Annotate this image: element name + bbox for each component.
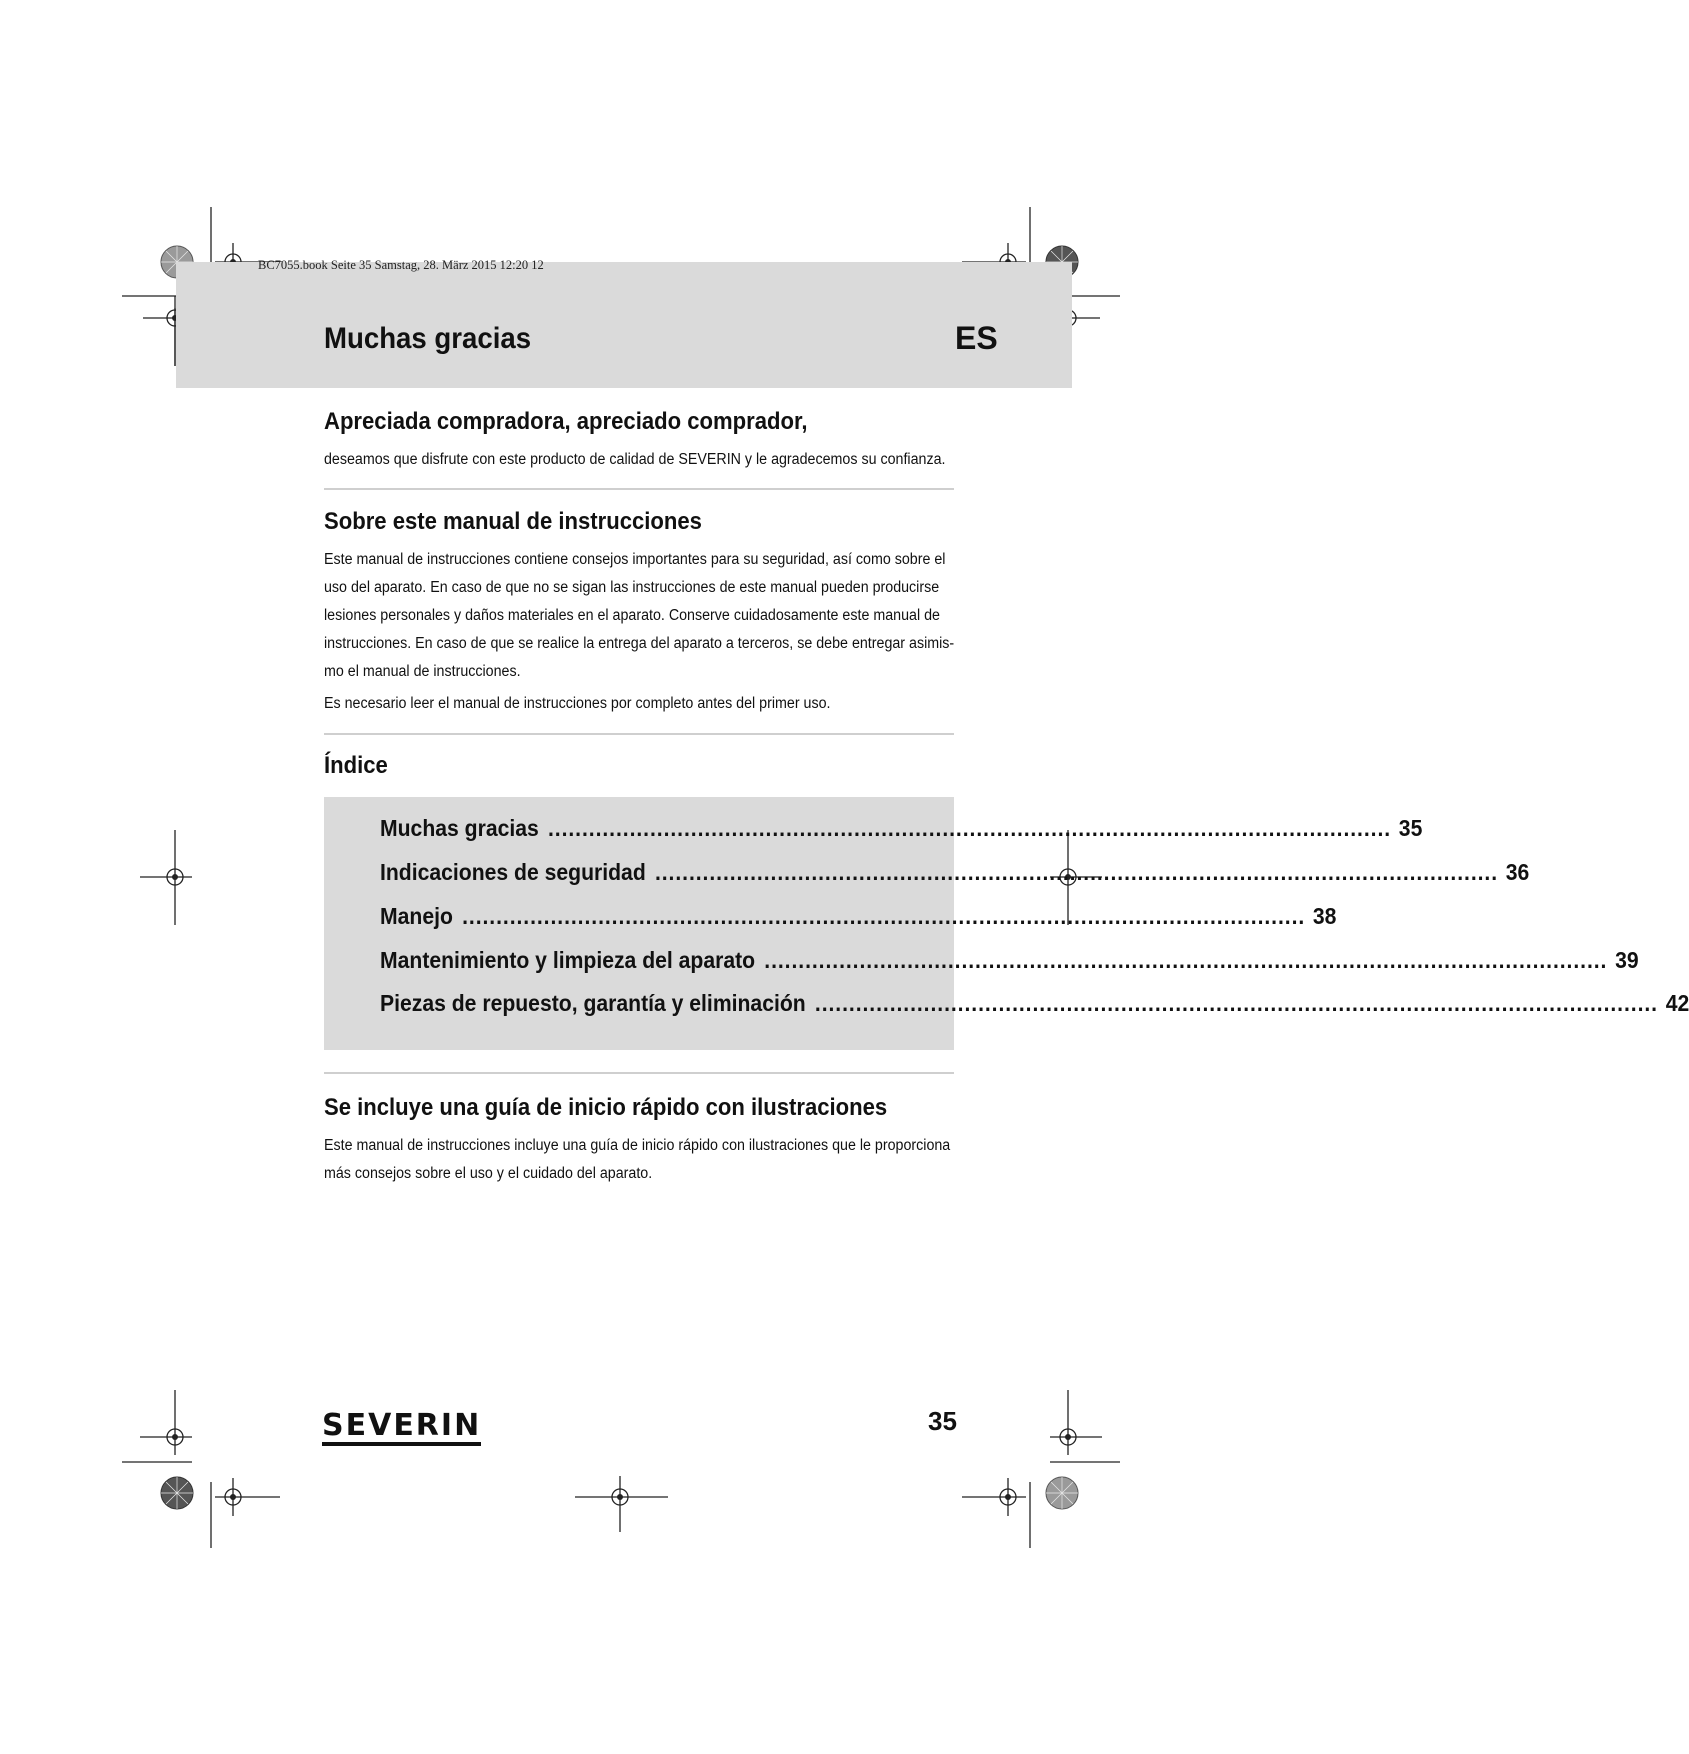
guide-text: Este manual de instrucciones incluye una guía de inicio rápido con ilustraciones que le proporciona más consejos sobre el uso y el cuidado del aparato. bbox=[324, 1137, 951, 1182]
manual-text-2: Es necesario leer el manual de instrucciones por completo antes del primer uso. bbox=[324, 695, 831, 712]
toc-leader: ............................................................................................................................ bbox=[547, 815, 1392, 841]
toc-item[interactable] bbox=[380, 903, 1337, 930]
toc-item[interactable] bbox=[380, 947, 1639, 974]
toc-item[interactable] bbox=[380, 990, 1689, 1017]
toc-leader: ............................................................................................................................ bbox=[814, 990, 1658, 1016]
divider bbox=[324, 488, 954, 490]
toc-page: 39 bbox=[1615, 947, 1639, 973]
manual-heading: Sobre este manual de instrucciones bbox=[324, 508, 702, 535]
severin-logo: SEVERIN bbox=[322, 1410, 481, 1446]
toc-leader: ............................................................................................................................ bbox=[462, 903, 1306, 929]
greeting-text: deseamos que disfrute con este producto de calidad de SEVERIN y le agradecemos su confianza. bbox=[324, 451, 946, 468]
toc-label: Manejo bbox=[380, 903, 453, 929]
toc-page: 42 bbox=[1665, 990, 1689, 1016]
divider bbox=[324, 1072, 954, 1074]
toc-leader: ............................................................................................................................ bbox=[764, 947, 1608, 973]
index-heading: Índice bbox=[324, 752, 388, 779]
guide-heading: Se incluye una guía de inicio rápido con ilustraciones bbox=[324, 1094, 888, 1121]
header-band bbox=[176, 262, 1072, 388]
divider bbox=[324, 733, 954, 735]
toc-label: Indicaciones de seguridad bbox=[380, 859, 646, 885]
manual-text: Este manual de instrucciones contiene consejos importantes para su seguridad, así como sobre el uso del aparato. En caso de que no se sigan las instrucciones de este manual pueden producirse lesiones personales y daños materiales en el aparato. Conserve cuidadosamente este manual de instrucciones. En caso de que se realice la entrega del aparato a terceros, se debe entregar asimis-mo el manual de instrucciones. bbox=[324, 551, 955, 680]
page-number: 35 bbox=[928, 1406, 957, 1436]
page-title: Muchas gracias bbox=[324, 322, 532, 355]
toc-label: Piezas de repuesto, garantía y eliminación bbox=[380, 990, 806, 1016]
toc-label: Mantenimiento y limpieza del aparato bbox=[380, 947, 756, 973]
toc-leader: ............................................................................................................................ bbox=[654, 859, 1499, 885]
toc-page: 35 bbox=[1398, 815, 1423, 841]
toc-page: 36 bbox=[1505, 859, 1530, 885]
toc-page: 38 bbox=[1312, 903, 1337, 929]
greeting-heading: Apreciada compradora, apreciado comprador, bbox=[324, 408, 808, 435]
language-code: ES bbox=[955, 320, 998, 356]
print-info: BC7055.book Seite 35 Samstag, 28. März 2015 12:20 12 bbox=[258, 258, 544, 272]
toc-label: Muchas gracias bbox=[380, 815, 539, 841]
toc-item[interactable] bbox=[380, 859, 1530, 886]
toc-item[interactable] bbox=[380, 815, 1423, 842]
